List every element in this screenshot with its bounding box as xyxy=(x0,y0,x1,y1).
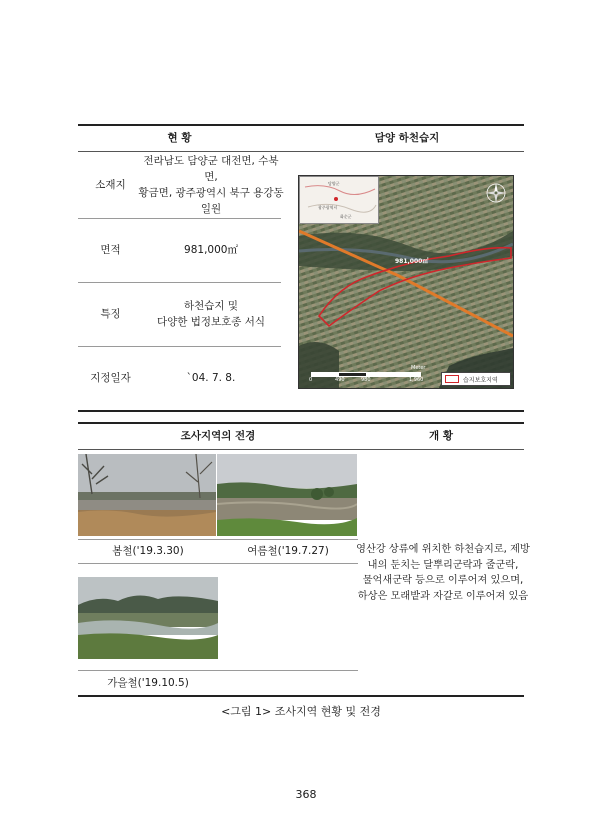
summer-landscape-image xyxy=(217,454,357,536)
figure-caption: <그림 1> 조사지역 현황 및 전경 xyxy=(221,705,381,718)
north-arrow-icon xyxy=(485,182,507,204)
page-number: 368 xyxy=(295,788,317,801)
map-legend xyxy=(441,372,511,386)
row-value-location: 전라남도 담양군 대전면, 수북면, 황금면, 광주광역시 북구 용강동 일원 xyxy=(138,155,284,215)
row-value-area: 981,000㎡ xyxy=(184,244,238,256)
inset-label: 화순군 xyxy=(340,214,352,219)
scale-tick-label: 0 xyxy=(309,377,313,383)
autumn-landscape-image xyxy=(78,577,218,659)
row-divider xyxy=(78,282,281,283)
map-area-label: 981,000㎡ xyxy=(395,258,429,265)
photo-row-divider xyxy=(78,670,358,671)
site-description: 영산강 상류에 위치한 하천습지로, 제방 내의 둔치는 달뿌리군락과 줄군락, 물억새군락 등으로 이루어져 있으며, 하상은 모래밭과 자갈로 이루어져 있음 xyxy=(356,544,530,602)
row-label-area: 면적 xyxy=(100,244,121,256)
scale-tick-label: 490 xyxy=(335,377,345,383)
table1-top-rule xyxy=(78,124,524,126)
row-divider xyxy=(78,218,281,219)
table1-header-rule xyxy=(78,151,524,152)
scale-tick-label: 980 xyxy=(361,377,371,383)
legend-swatch-icon xyxy=(445,375,459,383)
row-label-date: 지정일자 xyxy=(90,372,131,384)
table2-header-views: 조사지역의 전경 xyxy=(180,430,256,442)
inset-label: 담양군 xyxy=(328,181,340,186)
map-inset xyxy=(299,176,379,224)
caption-row-divider xyxy=(78,563,358,564)
legend-label: 습지보호지역 xyxy=(463,376,498,384)
autumn-photo xyxy=(78,577,218,659)
wetland-map xyxy=(298,175,514,389)
table1-header-site: 담양 하천습지 xyxy=(374,132,440,144)
scale-unit-label: Meter xyxy=(411,365,426,371)
caption-autumn: 가을철('19.10.5) xyxy=(107,677,189,689)
table2-header-overview: 개 황 xyxy=(429,430,453,442)
table2-top-rule xyxy=(78,422,524,424)
summer-photo xyxy=(217,454,357,536)
table2-bottom-rule xyxy=(78,695,524,697)
caption-spring: 봄철('19.3.30) xyxy=(112,545,184,557)
row-value-date: `04. 7. 8. xyxy=(186,372,236,384)
inset-label: 광주광역시 xyxy=(318,205,338,210)
table1-header-status: 현 황 xyxy=(167,132,192,144)
photo-row-divider xyxy=(78,539,358,540)
spring-photo xyxy=(78,454,216,536)
row-value-features: 하천습지 및 다양한 법정보호종 서식 xyxy=(156,300,266,328)
spring-landscape-image xyxy=(78,454,216,536)
row-label-features: 특징 xyxy=(100,308,121,320)
caption-summer: 여름철('19.7.27) xyxy=(247,545,329,557)
row-divider xyxy=(78,346,281,347)
row-label-location: 소재지 xyxy=(95,179,126,191)
table1-bottom-rule xyxy=(78,410,524,412)
map-scale-bar xyxy=(307,365,427,384)
scale-tick-label: 1,960 xyxy=(409,377,424,383)
table2-header-rule xyxy=(78,449,524,450)
